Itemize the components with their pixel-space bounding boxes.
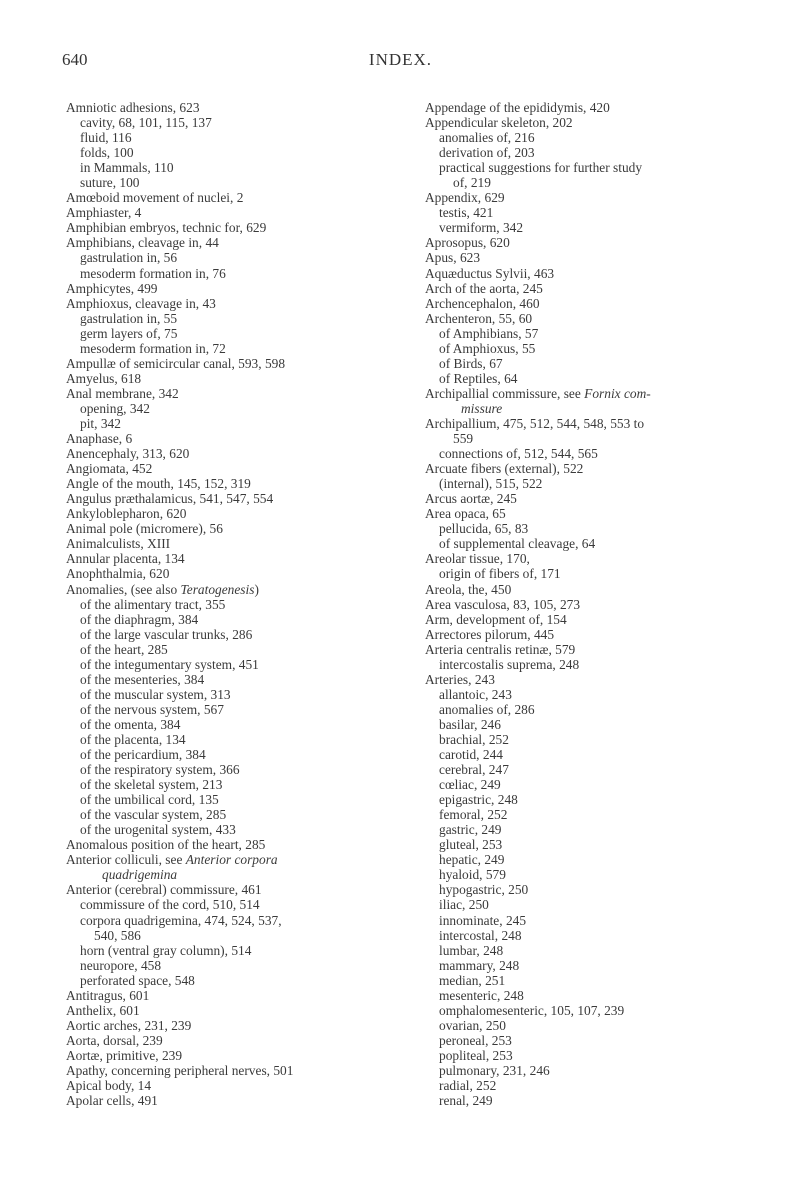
index-entry: 540, 586 bbox=[94, 927, 141, 943]
index-entry: Archenteron, 55, 60 bbox=[425, 310, 533, 326]
index-entry: Anterior (cerebral) commissure, 461 bbox=[66, 882, 262, 898]
index-entry: connections of, 512, 544, 565 bbox=[439, 446, 598, 462]
index-entry: Aortæ, primitive, 239 bbox=[66, 1047, 183, 1063]
index-entry: brachial, 252 bbox=[439, 731, 509, 747]
index-entry: femoral, 252 bbox=[439, 807, 508, 823]
index-entry: omphalomesenteric, 105, 107, 239 bbox=[439, 1002, 625, 1018]
page-header bbox=[0, 50, 801, 80]
index-entry: 559 bbox=[453, 431, 474, 447]
index-entry: pellucida, 65, 83 bbox=[439, 521, 529, 537]
index-entry: Anal membrane, 342 bbox=[66, 385, 179, 401]
index-entry: of the skeletal system, 213 bbox=[80, 777, 223, 793]
index-entry: Anthelix, 601 bbox=[66, 1002, 140, 1018]
index-entry: of Reptiles, 64 bbox=[439, 370, 518, 386]
index-entry: Anencephaly, 313, 620 bbox=[66, 446, 190, 462]
index-entry: renal, 249 bbox=[439, 1093, 493, 1109]
running-head: INDEX. bbox=[368, 50, 433, 69]
index-entry: anomalies of, 286 bbox=[439, 701, 535, 717]
index-entry: Arteries, 243 bbox=[425, 671, 495, 687]
index-entry: Amœboid movement of nuclei, 2 bbox=[66, 190, 244, 206]
index-entry: Archipallium, 475, 512, 544, 548, 553 to bbox=[425, 415, 645, 431]
index-entry: Aprosopus, 620 bbox=[425, 235, 510, 251]
index-entry: practical suggestions for further study bbox=[439, 160, 643, 176]
index-entry: Amyelus, 618 bbox=[66, 370, 142, 386]
index-entry: of the alimentary tract, 355 bbox=[80, 596, 226, 612]
index-entry: Arcus aortæ, 245 bbox=[425, 491, 517, 507]
index-entry: suture, 100 bbox=[80, 175, 140, 191]
index-entry: radial, 252 bbox=[439, 1078, 497, 1094]
index-column-right bbox=[425, 100, 780, 1108]
page-number: 640 bbox=[62, 50, 88, 69]
index-entry: of Amphibians, 57 bbox=[439, 325, 539, 341]
index-entry: epigastric, 248 bbox=[439, 792, 518, 808]
index-entry: missure bbox=[461, 400, 503, 416]
index-entry: Angiomata, 452 bbox=[66, 461, 153, 477]
index-entry: of the nervous system, 567 bbox=[80, 701, 224, 717]
index-entry: Arrectores pilorum, 445 bbox=[425, 626, 555, 642]
index-entry: testis, 421 bbox=[439, 205, 494, 221]
index-entry: intercostalis suprema, 248 bbox=[439, 656, 580, 672]
index-entry: pit, 342 bbox=[80, 415, 121, 431]
index-entry: mesoderm formation in, 72 bbox=[80, 340, 226, 356]
index-entry: cerebral, 247 bbox=[439, 762, 509, 778]
index-entry: neuropore, 458 bbox=[80, 957, 162, 973]
index-entry: Animal pole (micromere), 56 bbox=[66, 521, 223, 537]
index-entry: iliac, 250 bbox=[439, 897, 489, 913]
index-entry: Ampullæ of semicircular canal, 593, 598 bbox=[66, 355, 286, 371]
index-entry: commissure of the cord, 510, 514 bbox=[80, 897, 260, 913]
index-entry: folds, 100 bbox=[80, 145, 134, 161]
index-entry: Arm, development of, 154 bbox=[425, 611, 567, 627]
index-entry: ovarian, 250 bbox=[439, 1017, 506, 1033]
index-entry: Aortic arches, 231, 239 bbox=[66, 1017, 192, 1033]
index-entry: Animalculists, XIII bbox=[66, 536, 171, 552]
index-entry: Angulus præthalamicus, 541, 547, 554 bbox=[66, 491, 274, 507]
index-entry: of the omenta, 384 bbox=[80, 716, 181, 732]
index-entry: lumbar, 248 bbox=[439, 942, 504, 958]
index-entry: Amphibians, cleavage in, 44 bbox=[66, 235, 219, 251]
index-entry: Anomalies, (see also Teratogenesis) bbox=[66, 581, 259, 597]
index-entry: corpora quadrigemina, 474, 524, 537, bbox=[80, 912, 282, 928]
index-entry: hepatic, 249 bbox=[439, 852, 505, 868]
index-entry: allantoic, 243 bbox=[439, 686, 512, 702]
index-entry: Anomalous position of the heart, 285 bbox=[66, 837, 266, 853]
index-entry: of the urogenital system, 433 bbox=[80, 822, 236, 838]
index-entry: innominate, 245 bbox=[439, 912, 527, 928]
index-entry: anomalies of, 216 bbox=[439, 130, 535, 146]
index-entry: Annular placenta, 134 bbox=[66, 551, 185, 567]
index-entry: of, 219 bbox=[453, 175, 491, 191]
index-entry: of the diaphragm, 384 bbox=[80, 611, 199, 627]
index-entry: Apolar cells, 491 bbox=[66, 1093, 158, 1109]
index-entry: Appendage of the epididymis, 420 bbox=[425, 100, 610, 115]
index-entry: of the heart, 285 bbox=[80, 641, 168, 657]
index-entry: hypogastric, 250 bbox=[439, 882, 529, 898]
index-entry: Amniotic adhesions, 623 bbox=[66, 100, 200, 115]
index-entry: of the respiratory system, 366 bbox=[80, 762, 240, 778]
index-entry: of supplemental cleavage, 64 bbox=[439, 536, 596, 552]
index-entry: basilar, 246 bbox=[439, 716, 501, 732]
index-entry: perforated space, 548 bbox=[80, 972, 195, 988]
index-entry: Area vasculosa, 83, 105, 273 bbox=[425, 596, 581, 612]
index-entry: Area opaca, 65 bbox=[425, 506, 506, 522]
index-entry: Aorta, dorsal, 239 bbox=[66, 1032, 163, 1048]
index-entry: Angle of the mouth, 145, 152, 319 bbox=[66, 476, 251, 492]
index-entry: of the integumentary system, 451 bbox=[80, 656, 259, 672]
index-entry: Amphiaster, 4 bbox=[66, 205, 142, 221]
index-entry: Archipallial commissure, see Fornix com- bbox=[425, 385, 651, 401]
index-entry: of Amphioxus, 55 bbox=[439, 340, 536, 356]
index-entry: of the vascular system, 285 bbox=[80, 807, 227, 823]
index-entry: Ankyloblepharon, 620 bbox=[66, 506, 187, 522]
index-entry: fluid, 116 bbox=[80, 130, 132, 146]
index-entry: of the muscular system, 313 bbox=[80, 686, 231, 702]
index-entry: Antitragus, 601 bbox=[66, 987, 150, 1003]
index-entry: Appendicular skeleton, 202 bbox=[425, 115, 573, 131]
index-entry: of the pericardium, 384 bbox=[80, 747, 206, 763]
index-entry: opening, 342 bbox=[80, 400, 150, 416]
index-entry: Apical body, 14 bbox=[66, 1078, 152, 1094]
index-entry: Arteria centralis retinæ, 579 bbox=[425, 641, 576, 657]
index-entry: Appendix, 629 bbox=[425, 190, 505, 206]
index-entry: pulmonary, 231, 246 bbox=[439, 1063, 550, 1078]
index-entry: intercostal, 248 bbox=[439, 927, 522, 943]
index-entry: Amphioxus, cleavage in, 43 bbox=[66, 295, 216, 311]
index-entry: Areolar tissue, 170, bbox=[425, 551, 530, 567]
index-entry: Arcuate fibers (external), 522 bbox=[425, 461, 584, 477]
index-entry: of the mesenteries, 384 bbox=[80, 671, 205, 687]
index-entry: hyaloid, 579 bbox=[439, 867, 506, 883]
index-entry: Amphibian embryos, technic for, 629 bbox=[66, 220, 267, 236]
index-entry: origin of fibers of, 171 bbox=[439, 566, 561, 582]
index-entry: Apathy, concerning peripheral nerves, 501 bbox=[66, 1063, 294, 1078]
index-entry: Anaphase, 6 bbox=[66, 431, 133, 447]
index-entry: gastrulation in, 55 bbox=[80, 310, 178, 326]
index-entry: in Mammals, 110 bbox=[80, 160, 174, 176]
index-entry: mesoderm formation in, 76 bbox=[80, 265, 226, 281]
index-entry: Amphicytes, 499 bbox=[66, 280, 158, 296]
index-entry: Apus, 623 bbox=[425, 250, 481, 266]
index-entry: peroneal, 253 bbox=[439, 1032, 512, 1048]
index-entry: of Birds, 67 bbox=[439, 355, 503, 371]
index-entry: of the umbilical cord, 135 bbox=[80, 792, 219, 808]
index-entry: Anterior colliculi, see Anterior corpora bbox=[66, 852, 278, 868]
index-entry: horn (ventral gray column), 514 bbox=[80, 942, 252, 958]
index-entry: of the large vascular trunks, 286 bbox=[80, 626, 253, 642]
index-entry: gluteal, 253 bbox=[439, 837, 503, 853]
index-entry: Aquæductus Sylvii, 463 bbox=[425, 265, 555, 281]
index-entry: gastrulation in, 56 bbox=[80, 250, 178, 266]
index-entry: popliteal, 253 bbox=[439, 1047, 513, 1063]
index-entry: carotid, 244 bbox=[439, 747, 503, 763]
index-entry: (internal), 515, 522 bbox=[439, 476, 543, 492]
index-entry: vermiform, 342 bbox=[439, 220, 524, 236]
index-entry: cavity, 68, 101, 115, 137 bbox=[80, 115, 212, 131]
index-entry: median, 251 bbox=[439, 972, 506, 988]
index-entry: of the placenta, 134 bbox=[80, 731, 186, 747]
index-column-left bbox=[66, 100, 406, 1108]
index-entry: Anophthalmia, 620 bbox=[66, 566, 170, 582]
index-entry: Areola, the, 450 bbox=[425, 581, 512, 597]
index-entry: Arch of the aorta, 245 bbox=[425, 280, 543, 296]
index-entry: quadrigemina bbox=[102, 867, 178, 883]
index-entry: mesenteric, 248 bbox=[439, 987, 524, 1003]
index-entry: gastric, 249 bbox=[439, 822, 502, 838]
index-entry: derivation of, 203 bbox=[439, 145, 535, 161]
index-entry: Archencephalon, 460 bbox=[425, 295, 540, 311]
index-entry: germ layers of, 75 bbox=[80, 325, 178, 341]
index-entry: mammary, 248 bbox=[439, 957, 520, 973]
index-entry: cœliac, 249 bbox=[439, 777, 501, 793]
